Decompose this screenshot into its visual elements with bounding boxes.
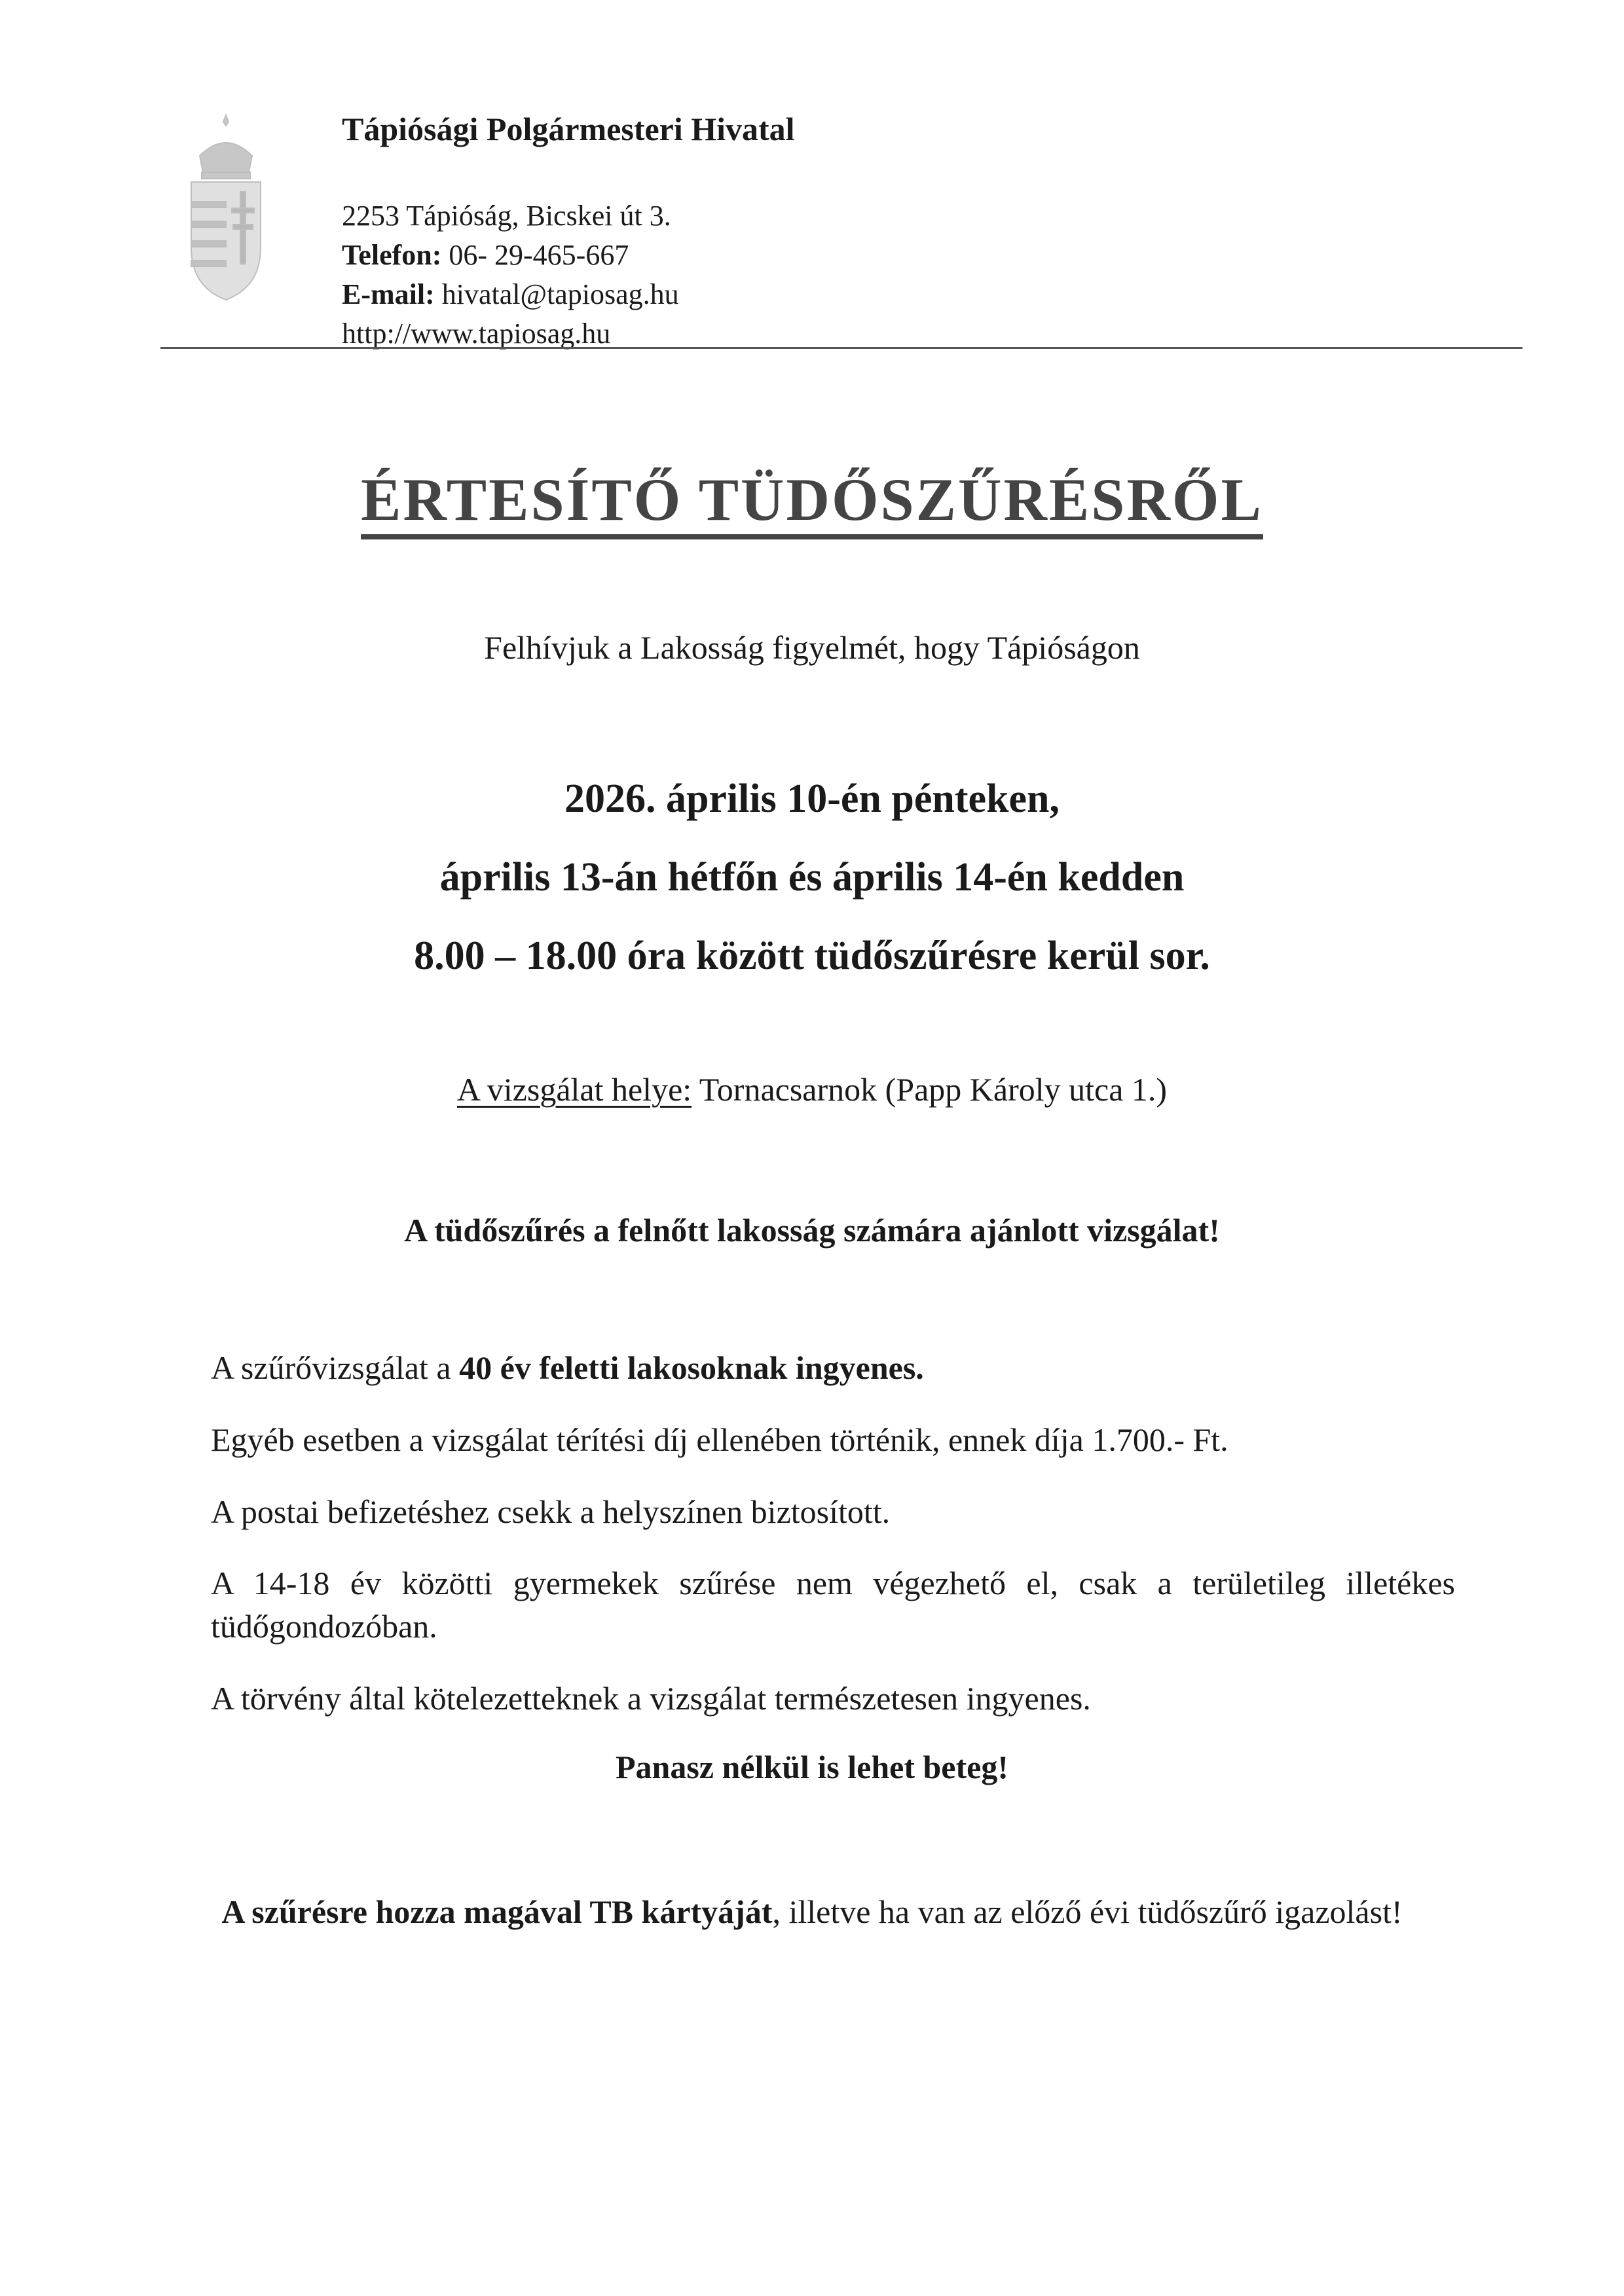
document-title-text: ÉRTESÍTŐ TÜDŐSZŰRÉSRŐL [361, 466, 1263, 539]
location-value: Tornacsarnok (Papp Károly utca 1.) [692, 1071, 1168, 1108]
header-divider [160, 347, 1522, 349]
paragraph-fee: Egyéb esetben a vizsgálat térítési díj ellenében történik, ennek díja 1.700.- Ft. [211, 1421, 1228, 1458]
contact-block [342, 196, 679, 354]
date-line-3: 8.00 – 18.00 óra között tüdőszűrésre kerül sor. [414, 934, 1210, 978]
organization-name: Tápiósági Polgármesteri Hivatal [342, 111, 795, 147]
paragraph-children: A 14-18 év közötti gyermekek szűrése nem végezhető el, csak a területileg illetékes tüdőgondozóban. [211, 1565, 1455, 1645]
phone-label: Telefon: [342, 239, 442, 271]
date-line-2: április 13-án hétfőn és április 14-én kedden [439, 855, 1185, 900]
email-label: E-mail: [342, 278, 435, 310]
paragraph-free-screening-bold: 40 év feletti lakosoknak ingyenes. [459, 1349, 924, 1386]
paragraph-mandatory: A törvény által kötelezetteknek a vizsgálat természetesen ingyenes. [211, 1680, 1091, 1717]
email-line [342, 275, 679, 314]
paragraph-payment: A postai befizetéshez csekk a helyszínen biztosított. [211, 1493, 891, 1530]
website-link: http://www.tapiosag.hu [342, 318, 611, 350]
paragraph-free-screening [211, 1349, 1455, 1387]
intro-text: Felhívjuk a Lakosság figyelmét, hogy Tápióságon [484, 629, 1140, 666]
phone-number: 06- 29-465-667 [441, 239, 629, 271]
coat-of-arms-icon [177, 110, 275, 306]
closing-note-bold: A szűrésre hozza magával TB kártyáját [221, 1893, 773, 1930]
phone-line [342, 236, 679, 275]
location-label: A vizsgálat helye: [456, 1071, 692, 1108]
slogan: Panasz nélkül is lehet beteg! [616, 1749, 1008, 1785]
recommendation-text: A tüdőszűrés a felnőtt lakosság számára ajánlott vizsgálat! [404, 1212, 1220, 1248]
closing-note-rest: , illetve ha van az előző évi tüdőszűrő igazolást! [772, 1893, 1403, 1930]
postal-address: 2253 Tápióság, Bicskei út 3. [342, 200, 671, 232]
location-line [0, 1070, 1624, 1108]
paragraph-free-screening-prefix: A szűrővizsgálat a [211, 1349, 460, 1386]
document-title [0, 465, 1624, 534]
date-line-1: 2026. április 10-én pénteken, [564, 776, 1060, 821]
email-address: hivatal@tapiosag.hu [434, 278, 679, 310]
closing-note [196, 1889, 1428, 1935]
